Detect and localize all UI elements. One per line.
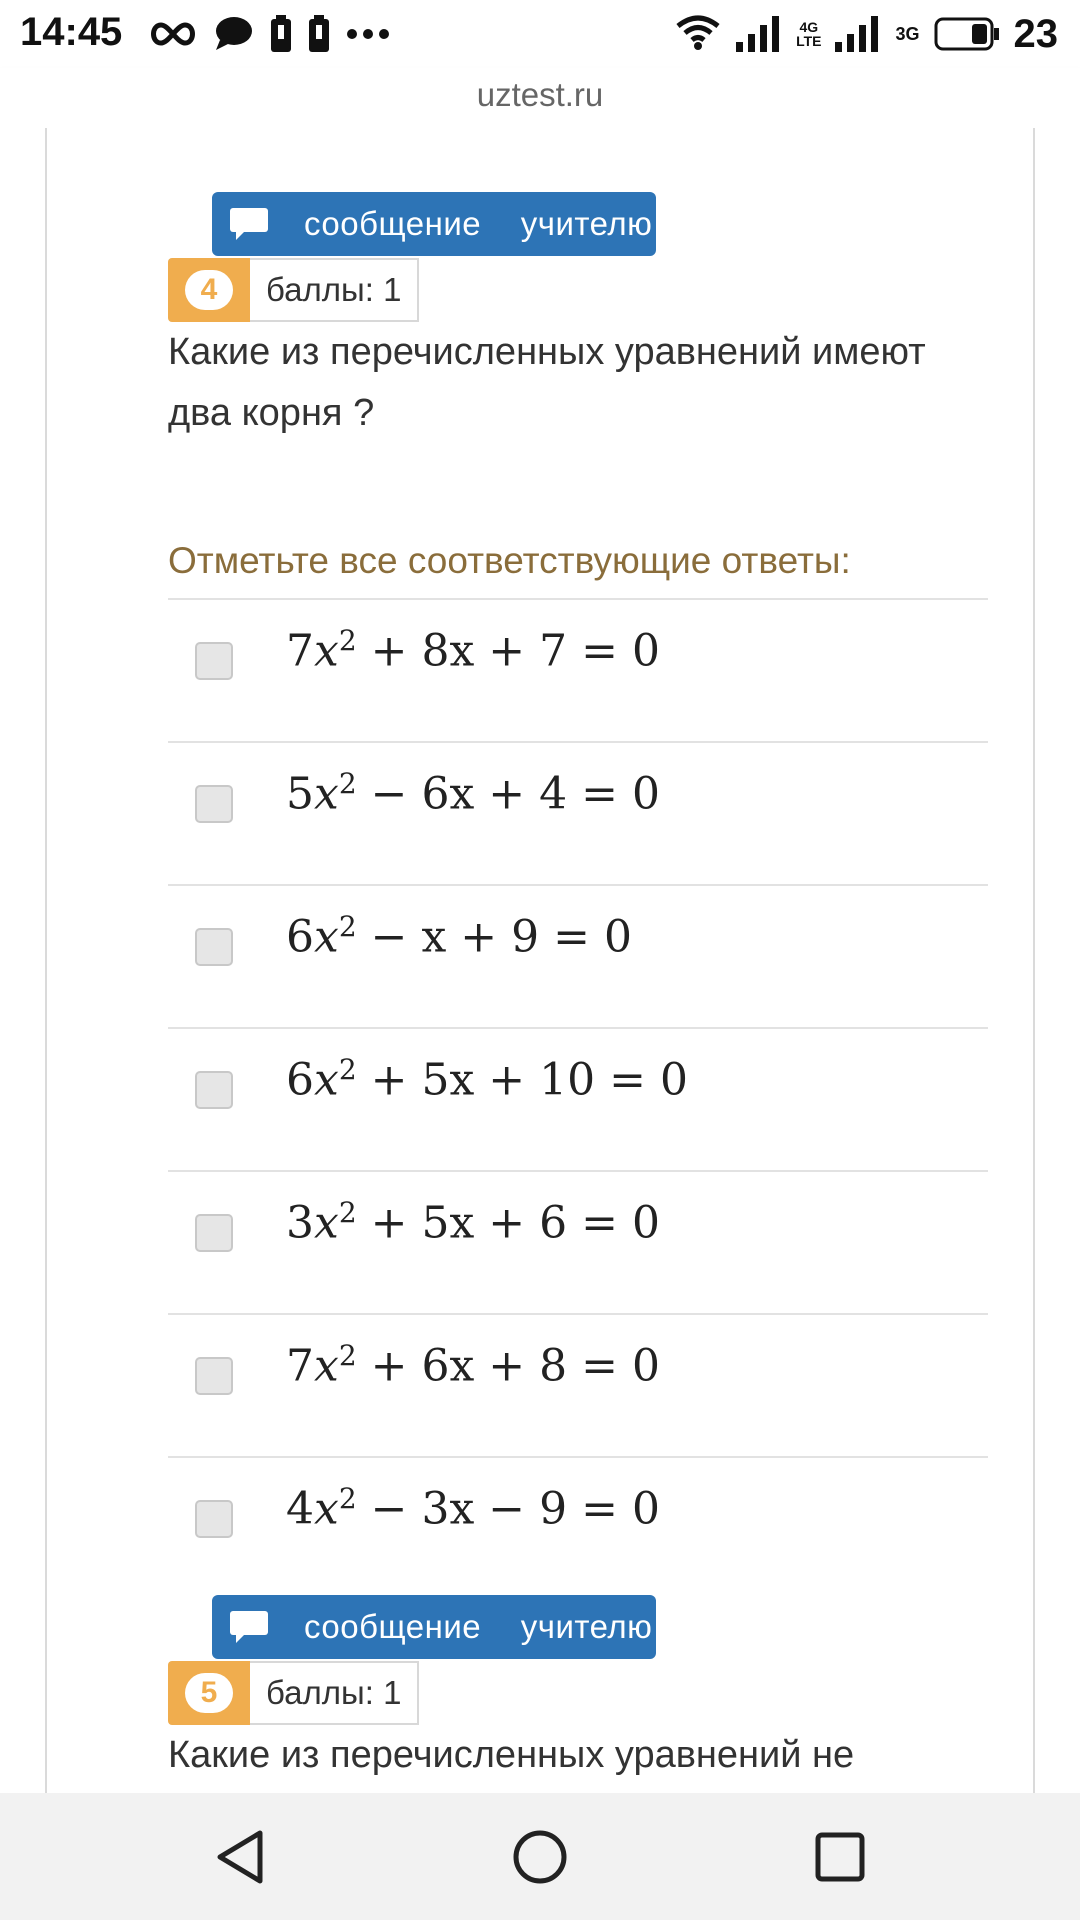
signal-icon [835,16,881,52]
question-number: 4 [185,270,233,310]
back-icon[interactable] [210,1827,270,1887]
question-4 [168,192,988,1592]
answer-option[interactable] [168,600,988,743]
question-number-badge [168,1661,250,1725]
status-time: 14:45 [20,10,123,54]
chat-icon [230,1611,268,1643]
question-number-badge [168,258,250,322]
page-content[interactable] [0,128,1080,1793]
infinity-icon [148,20,198,48]
navigation-bar [0,1793,1080,1920]
chat-icon [230,208,268,240]
answer-equation: $7x^2 + 8x + 7 = 0$ [286,624,660,677]
answer-list [168,598,988,1599]
answer-option[interactable] [168,1172,988,1315]
answer-option[interactable] [168,1458,988,1599]
wifi-icon [674,14,722,54]
question-meta [168,258,419,322]
more-icon [346,28,390,40]
system-icons [674,10,1058,58]
battery-percent: 23 [1013,11,1058,56]
question-5 [168,1595,988,1793]
question-meta [168,1661,419,1725]
question-score: баллы: 1 [250,1661,419,1725]
answer-option[interactable] [168,743,988,886]
question-text: Какие из перечисленных уравнений не [168,1734,855,1776]
notification-icons [148,12,390,56]
answer-checkbox[interactable] [195,1500,233,1538]
question-number: 5 [185,1673,233,1713]
message-teacher-label: сообщение учителю [304,1608,653,1645]
network-type-4g: 4G LTE [796,19,822,49]
question-score: баллы: 1 [250,258,419,322]
answer-instruction: Отметьте все соответствующие ответы: [168,540,851,581]
question-text: Какие из перечисленных уравнений имеют два корня ? [168,331,926,434]
recents-icon[interactable] [810,1827,870,1887]
answer-option[interactable] [168,1029,988,1172]
answer-option[interactable] [168,886,988,1029]
answer-checkbox[interactable] [195,1214,233,1252]
answer-equation: $7x^2 + 6x + 8 = 0$ [286,1339,660,1392]
message-teacher-label: сообщение учителю [304,205,653,242]
url-text[interactable]: uztest.ru [476,76,604,113]
status-bar [0,0,1080,68]
chat-bubble-icon [214,16,254,52]
answer-option[interactable] [168,1315,988,1458]
signal-icon [736,16,782,52]
battery-icon [934,17,1000,51]
answer-checkbox[interactable] [195,1071,233,1109]
message-teacher-button[interactable] [212,1595,656,1659]
browser-url-bar[interactable] [0,68,1080,129]
message-teacher-button[interactable] [212,192,656,256]
battery-saver-icon [308,15,330,53]
network-type-3g: 3G [895,24,920,44]
answer-equation: $6x^2 + 5x + 10 = 0$ [286,1053,688,1106]
answer-equation: $4x^2 - 3x - 9 = 0$ [286,1482,660,1535]
answer-checkbox[interactable] [195,1357,233,1395]
answer-equation: $3x^2 + 5x + 6 = 0$ [286,1196,660,1249]
battery-saver-icon [270,15,292,53]
answer-checkbox[interactable] [195,785,233,823]
answer-equation: $5x^2 - 6x + 4 = 0$ [286,767,660,820]
answer-equation: $6x^2 - x + 9 = 0$ [286,910,632,963]
answer-checkbox[interactable] [195,642,233,680]
home-icon[interactable] [510,1827,570,1887]
answer-checkbox[interactable] [195,928,233,966]
